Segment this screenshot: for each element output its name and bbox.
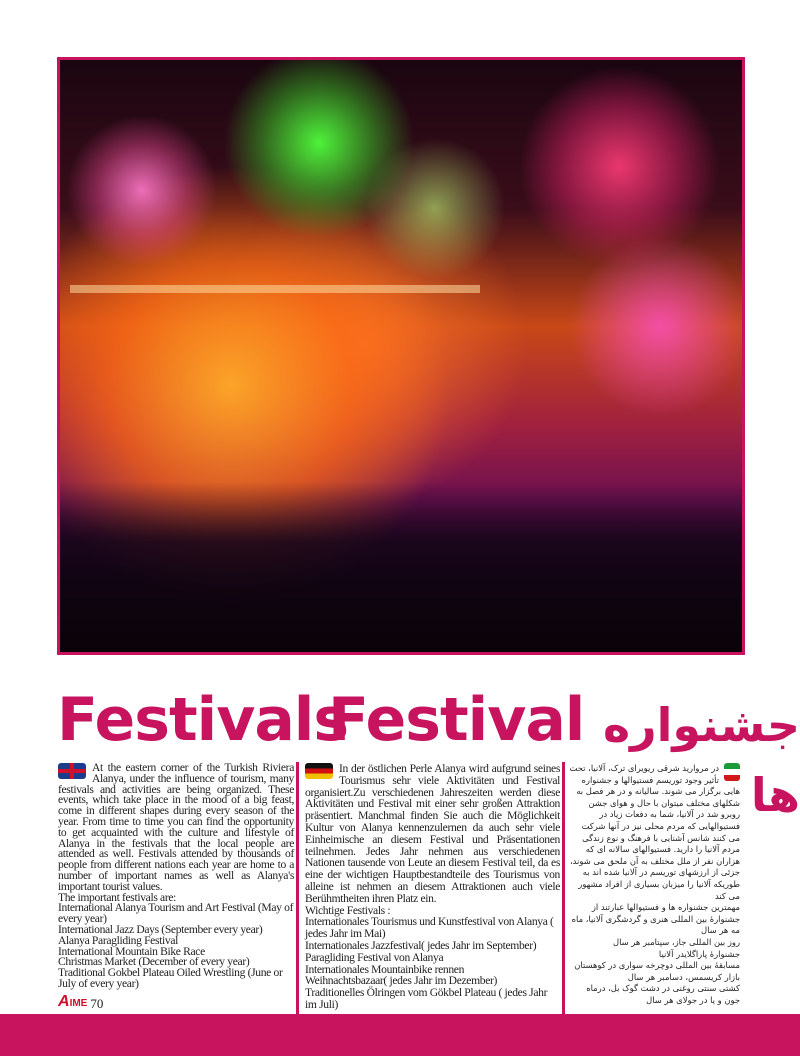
german-intro: In der östlichen Perle Alanya wird aufgrund seines Tourismus sehr viele Aktivitäten und Festival organisiert.Zu verschiedenen Jahreszeiten werden diese Aktivitäten und Festival mit einer sehr großen Attraktion präsentiert. Manchmal finden Sie auch die Möglichkeit Kultur von Alanya kennenzulernen da auch sehr viele Einheimische an diesem Festival und Präsentationen teilnehmen. Jedes Jahr nehmen aus verschiedenen Nationen tausende von Leute an diesem Festival teil, da es eine der wichtigen Hauptbestandteile des Tourismus von alleine ist nehmen an diesem Attraktionen auch viele Berühmtheiten ihren Platz ein. [305, 762, 560, 905]
list-item: جشنوارهٔ پاراگلایدر آلانیا [658, 948, 740, 959]
heading-persian: جشنواره ها [603, 698, 800, 822]
iran-flag-icon [724, 763, 740, 781]
heading-english: Festivals [57, 685, 349, 755]
persian-intro: در مروارید شرقی ریویرای ترک، آلانیا، تحت تأثیر وجود توریسم فستیوالها و جشنواره هایی برگزار می شوند. سالیانه و در هر فصل به شکلهای مختلف میتوان با حال و هوای جشن روبرو شد در آلانیا، شما به دفعات زیاد در فستیوالهایی که مردم محلی نیز در آنها شرکت می کنند شانس آشنایی با فرهنگ و نوع زندگی مردم آلانیا را دارید. فستیوالهای سالانه ای که هزاران نفر از ملل مختلف به آن ملحق می شوند، جزئی از ارزشهای توریسم در آلانیا شده اند به طوریکه آلانیا را میزبان بسیاری از افراد مشهور می کند [569, 763, 740, 901]
english-intro: At the eastern corner of the Turkish Riviera Alanya, under the influence of tourism, many festivals and activities are being organized. These events, which take place in the mood of a big feast, come in different shapes during every season of the year. From time to time you can find the opportunity to get acquainted with the culture and lifestyle of Alanya in the festivals that the local people are attended as well. Festivals attended by thousands of people from different nations each year are home to a number of important names as well as Alanya's important tourist values. [58, 761, 294, 893]
german-column [305, 763, 560, 1011]
list-item: Traditional Gokbel Plateau Oiled Wrestling (June or July of every year) [58, 966, 283, 990]
list-item: International Mountain Bike Race [58, 944, 205, 958]
page-number: 70 [90, 995, 104, 1011]
festival-fireworks-photo [57, 57, 745, 655]
german-flag-icon [305, 763, 333, 779]
list-item: Internationales Mountainbike rennen [305, 962, 465, 976]
persian-column [568, 763, 740, 1006]
german-list-title: Wichtige Festivals : [305, 903, 391, 917]
list-item: کشتی سنتی روغنی در دشت گوک بل، درماه جون و یا در جولای هر سال [586, 983, 740, 1005]
list-item: International Alanya Tourism and Art Festival (May of every year) [58, 901, 294, 926]
list-item: International Jazz Days (September every year) [58, 922, 263, 936]
list-item: Internationales Tourismus und Kunstfestival von Alanya ( jedes Jahr im Mai) [305, 915, 554, 941]
list-item: Traditionelles Ölringen vom Gökbel Plateau ( jedes Jahr im Juli) [305, 986, 548, 1011]
list-item: Internationales Jazzfestival( jedes Jahr im September) [305, 938, 537, 952]
list-item: Paragliding Festival von Alanya [305, 950, 444, 964]
list-item: Christmas Market (December of every year) [58, 955, 250, 969]
aime-logo: AIME [58, 992, 88, 1010]
uk-flag-icon [58, 763, 86, 779]
page-footer-number [58, 992, 294, 1011]
column-divider [296, 762, 299, 1014]
footer-bar [0, 1014, 800, 1056]
heading-german: Festival [328, 685, 585, 755]
english-column [58, 763, 294, 1011]
persian-list-title: مهمترین جشنواره ها و فستیوالها عبارتند از [591, 902, 740, 913]
crowd-silhouette [60, 482, 742, 652]
list-item: Weihnachtsbazaar( jedes Jahr im Dezember) [305, 974, 498, 988]
list-item: روز بین المللی جاز، سپتامبر هر سال [612, 936, 740, 947]
list-item: بازار کریسمس، دسامبر هر سال [627, 971, 740, 982]
list-item: Alanya Paragliding Festival [58, 933, 178, 947]
stage-lights [70, 285, 480, 293]
list-item: مسابقهٔ بین المللی دوچرخه سواری در کوهستان [574, 960, 740, 971]
english-list-title: The important festivals are: [58, 890, 177, 904]
list-item: جشنوارهٔ بین المللی هنری و گردشگری آلانیا، ماه مه هر سال [571, 913, 740, 936]
column-divider [562, 762, 565, 1014]
